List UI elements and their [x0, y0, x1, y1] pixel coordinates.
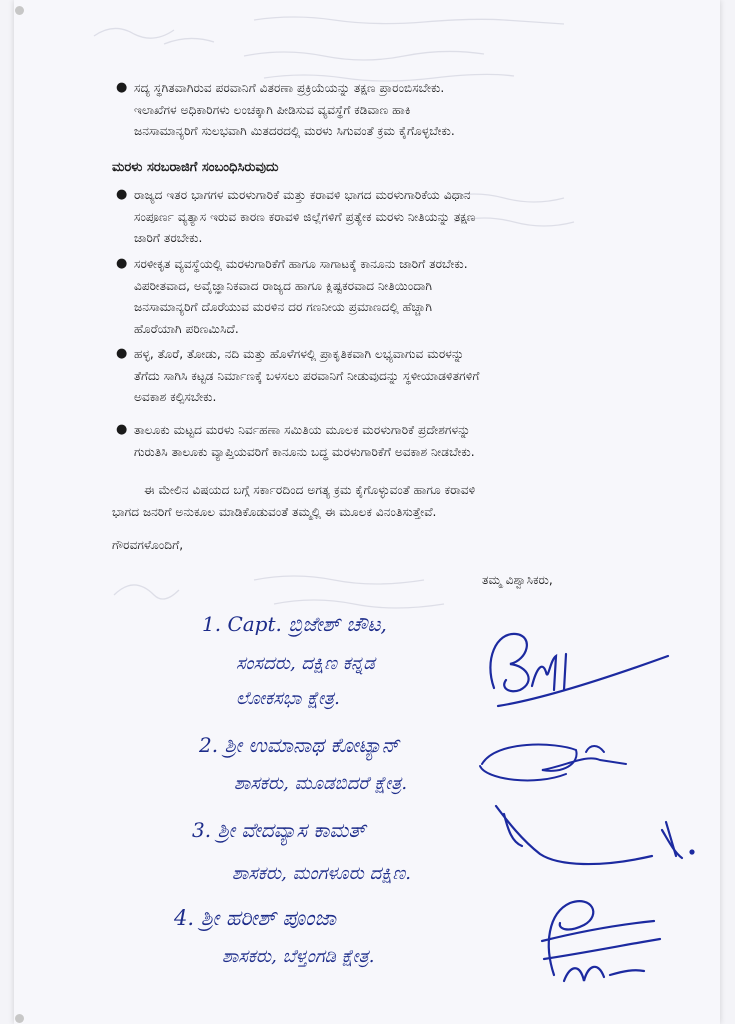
bullet-line: ತಾಲೂಕು ಮಟ್ಟದ ಮರಳು ನಿರ್ವಹಣಾ ಸಮಿತಿಯ ಮೂಲಕ ಮರಳುಗಾರಿಕೆ ಪ್ರದೇಶಗಳನ್ನು: [134, 423, 471, 437]
bullet-permit-distribution: [116, 78, 654, 143]
signature-3: [482, 800, 702, 880]
punch-hole: [15, 1014, 24, 1023]
bullet-dot: ●: [116, 187, 128, 202]
closing-line: ಈ ಮೇಲಿನ ವಿಷಯದ ಬಗ್ಗೆ ಸರ್ಕಾರದಿಂದ ಅಗತ್ಯ ಕ್ರಮ ಕೈಗೊಳ್ಳುವಂತೆ ಹಾಗೂ ಕರಾವಳಿ: [144, 483, 476, 497]
salutation: ಗೌರವಗಳೊಂದಿಗೆ,: [112, 538, 184, 552]
bullet-line: ತೆಗೆದು ಸಾಗಿಸಿ ಕಟ್ಟಡ ನಿರ್ಮಾಣಕ್ಕೆ ಬಳಸಲು ಪರವಾನಿಗೆ ನೀಡುವುದನ್ನು ಸ್ಥಳೀಯಾಡಳಿತಗಳಿಗೆ: [134, 368, 480, 383]
bullet-dot: ●: [116, 80, 128, 95]
closing-line: ಭಾಗದ ಜನರಿಗೆ ಅನುಕೂಲ ಮಾಡಿಕೊಡುವಂತೆ ತಮ್ಮಲ್ಲಿ ಈ ಮೂಲಕ ವಿನಂತಿಸುತ್ತೇವೆ.: [112, 505, 437, 519]
bullet-line: ಜಾರಿಗೆ ತರಬೇಕು.: [134, 231, 203, 245]
signatory-3-name: 3. ಶ್ರೀ ವೇದವ್ಯಾಸ ಕಾಮತ್: [192, 818, 366, 842]
letter-page: [14, 0, 720, 1024]
bullet-line: ಹಳ್ಳ, ತೊರೆ, ತೋಡು, ನದಿ ಮತ್ತು ಹೊಳೆಗಳಲ್ಲಿ ಪ್ರಾಕೃತಿಕವಾಗಿ ಲಭ್ಯವಾಗುವ ಮರಳನ್ನು: [134, 347, 465, 361]
bullet-line: ಅವಕಾಶ ಕಲ್ಪಿಸಬೇಕು.: [134, 390, 217, 404]
signatory-3-title: ಶಾಸಕರು, ಮಂಗಳೂರು ದಕ್ಷಿಣ.: [232, 863, 411, 884]
signatory-1-title: ಸಂಸದರು, ದಕ್ಷಿಣ ಕನ್ನಡ: [236, 653, 375, 674]
signatory-1-name: 1. Capt. ಬ್ರಿಜೇಶ್ ಚೌಟ,: [202, 612, 387, 636]
signatory-2-name: 2. ಶ್ರೀ ಉಮಾನಾಥ ಕೋಟ್ಯಾನ್: [199, 733, 400, 757]
bullet-line: ಸರಳೀಕೃತ ವ್ಯವಸ್ಥೆಯಲ್ಲಿ ಮರಳುಗಾರಿಕೆಗೆ ಹಾಗೂ ಸಾಗಾಟಕ್ಕೆ ಕಾನೂನು ಜಾರಿಗೆ ತರಬೇಕು.: [134, 257, 468, 271]
signatory-4-name: 4. ಶ್ರೀ ಹರೀಶ್ ಪೂಂಜಾ: [174, 906, 336, 930]
bullet-line: ಹೊರೆಯಾಗಿ ಪರಿಣಮಿಸಿದೆ.: [134, 321, 239, 336]
bullet-natural-sand: [116, 344, 654, 409]
bullet-simplified-system: [116, 254, 654, 340]
signature-2: [476, 730, 656, 790]
bullet-dot: ●: [116, 256, 128, 271]
yours-faithfully: ತಮ್ಮ ವಿಶ್ವಾಸಿಕರು,: [482, 573, 553, 587]
punch-hole: [15, 6, 24, 15]
bullet-line: ವಿಪರೀತವಾದ, ಅವೈಜ್ಞಾನಿಕವಾದ ರಾಜ್ಯದ ಹಾಗೂ ಕ್ಲಿಷ್ಟಕರವಾದ ನೀತಿಯಿಂದಾಗಿ: [134, 278, 433, 293]
bullet-line: ರಾಜ್ಯದ ಇತರ ಭಾಗಗಳ ಮರಳುಗಾರಿಕೆ ಮತ್ತು ಕರಾವಳಿ ಭಾಗದ ಮರಳುಗಾರಿಕೆಯ ವಿಧಾನ: [134, 188, 471, 202]
bullet-line: ಇಲಾಖೆಗಳ ಅಧಿಕಾರಿಗಳು ಲಂಚಕ್ಕಾಗಿ ಪೀಡಿಸುವ ವ್ಯವಸ್ಥೆಗೆ ಕಡಿವಾಣ ಹಾಕಿ: [134, 102, 411, 117]
section-heading: ಮರಳು ಸರಬರಾಜಿಗೆ ಸಂಬಂಧಿಸಿರುವುದು: [112, 160, 279, 175]
bullet-taluk-committee: [116, 420, 654, 463]
bullet-dot: ●: [116, 422, 128, 437]
bullet-coastal-policy: [116, 185, 654, 250]
bullet-line: ಗುರುತಿಸಿ ತಾಲೂಕು ವ್ಯಾಪ್ತಿಯವರಿಗೆ ಕಾನೂನು ಬದ್ಧ ಮರಳುಗಾರಿಕೆಗೆ ಅವಕಾಶ ನೀಡಬೇಕು.: [134, 444, 475, 459]
signatory-2-title: ಶಾಸಕರು, ಮೂಡಬಿದರೆ ಕ್ಷೇತ್ರ.: [234, 773, 408, 794]
signature-4: [514, 885, 664, 995]
signatory-1-constituency: ಲೋಕಸಭಾ ಕ್ಷೇತ್ರ.: [236, 688, 340, 709]
signatory-4-title: ಶಾಸಕರು, ಬೆಳ್ತಂಗಡಿ ಕ್ಷೇತ್ರ.: [222, 946, 375, 967]
bullet-line: ಜನಸಾಮಾನ್ಯರಿಗೆ ಸುಲಭವಾಗಿ ಮಿತದರದಲ್ಲಿ ಮರಳು ಸಿಗುವಂತೆ ಕ್ರಮ ಕೈಗೊಳ್ಳಬೇಕು.: [134, 124, 455, 138]
bullet-line: ಸಂಪೂರ್ಣ ವ್ಯತ್ಯಾಸ ಇರುವ ಕಾರಣ ಕರಾವಳಿ ಜಿಲ್ಲೆಗಳಿಗೆ ಪ್ರತ್ಯೇಕ ಮರಳು ನೀತಿಯನ್ನು ತಕ್ಷಣ: [134, 209, 476, 224]
signature-1: [476, 620, 676, 710]
closing-paragraph: [112, 479, 475, 523]
bullet-dot: ●: [116, 346, 128, 361]
bullet-line: ಸದ್ಯ ಸ್ಥಗಿತವಾಗಿರುವ ಪರವಾನಿಗೆ ವಿತರಣಾ ಪ್ರಕ್ರಿಯೆಯನ್ನು ತಕ್ಷಣ ಪ್ರಾರಂಬಿಸಬೇಕು.: [134, 81, 445, 95]
bullet-line: ಜನಸಾಮಾನ್ಯರಿಗೆ ದೊರೆಯುವ ಮರಳಿನ ದರ ಗಣನೀಯ ಪ್ರಮಾಣದಲ್ಲಿ ಹೆಚ್ಚಾಗಿ: [134, 300, 433, 314]
